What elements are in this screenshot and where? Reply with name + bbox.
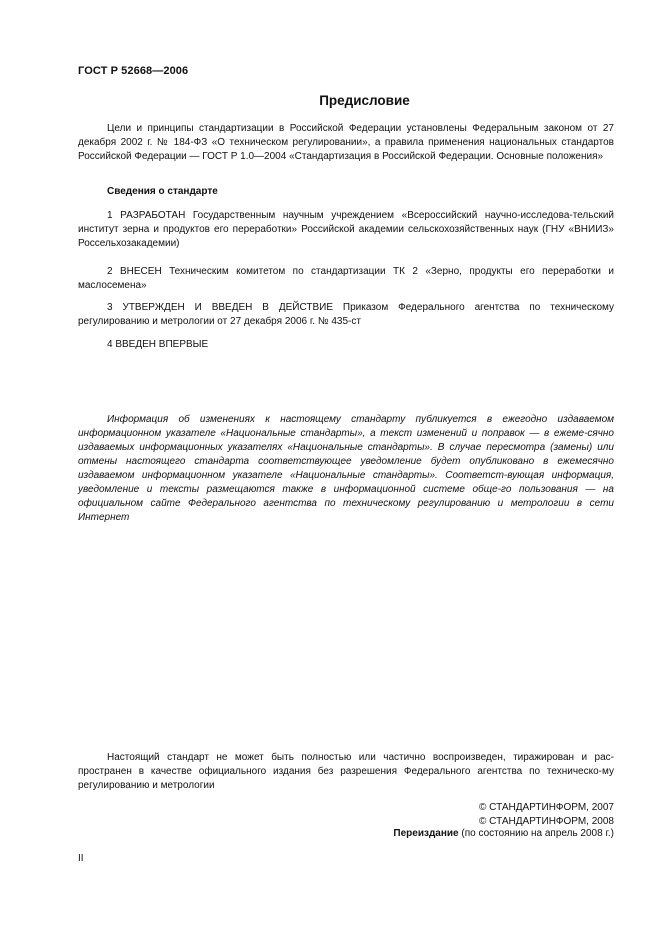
reissue-line	[393, 828, 614, 839]
copyright-block	[479, 801, 614, 829]
reissue-note: (по состоянию на апрель 2008 г.)	[461, 828, 614, 839]
standard-code-header: ГОСТ Р 52668—2006	[78, 65, 189, 77]
change-information-paragraph: Информация об изменениях к настоящему стандарту публикуется в ежегодно издаваемом информационном указателе «Национальные стандарты», а текст изменений и поправок — в ежеме-сячно издаваемых информационных указателях «Национальные стандарты». В случае пересмотра (замены) или отмены настоящего стандарта соответствующее уведомление будет опубликовано в ежемесячно издаваемом информационном указателе «Национальные стандарты». Соответст-вующая информация, уведомление и тексты размещаются также в информационной системе обще-го пользования — на официальном сайте Федерального агентства по техническому регулированию и метрологии в сети Интернет	[78, 414, 614, 523]
copyright-line-2008: © СТАНДАРТИНФОРМ, 2008	[479, 816, 614, 827]
foreword-intro-paragraph: Цели и принципы стандартизации в Российской Федерации установлены Федеральным законом от 27 декабря 2002 г. № 184-ФЗ «О техническом регулировании», а правила применения национальных стандартов Российской Федерации — ГОСТ Р 1.0—2004 «Стандартизация в Российской Федерации. Основные положения»	[78, 123, 614, 162]
copyright-line-2007: © СТАНДАРТИНФОРМ, 2007	[479, 802, 614, 813]
page-number: II	[78, 853, 84, 864]
info-item-approved: 3 УТВЕРЖДЕН И ВВЕДЕН В ДЕЙСТВИЕ Приказом Федерального агентства по техническому регулированию и метрологии от 27 декабря 2006 г. № 435-ст	[78, 302, 614, 327]
standard-info-heading: Сведения о стандарте	[107, 186, 218, 197]
reproduction-notice-paragraph: Настоящий стандарт не может быть полностью или частично воспроизведен, тиражирован и рас-пространен в качестве официального издания без разрешения Федерального агентства по техническо-му регулированию и метрологии	[78, 752, 614, 791]
info-item-developed: 1 РАЗРАБОТАН Государственным научным учреждением «Всероссийский научно-исследова-тельский институт зерна и продуктов его переработки» Российской академии сельскохозяйственных наук (ГНУ «ВНИИЗ» Россельхозакадемии)	[78, 210, 614, 249]
info-item-first-introduced: 4 ВВЕДЕН ВПЕРВЫЕ	[107, 339, 209, 350]
reissue-label: Переиздание	[393, 828, 459, 839]
foreword-title: Предисловие	[319, 93, 410, 108]
info-item-submitted: 2 ВНЕСЕН Техническим комитетом по стандартизации ТК 2 «Зерно, продукты его переработки и маслосемена»	[78, 266, 614, 291]
